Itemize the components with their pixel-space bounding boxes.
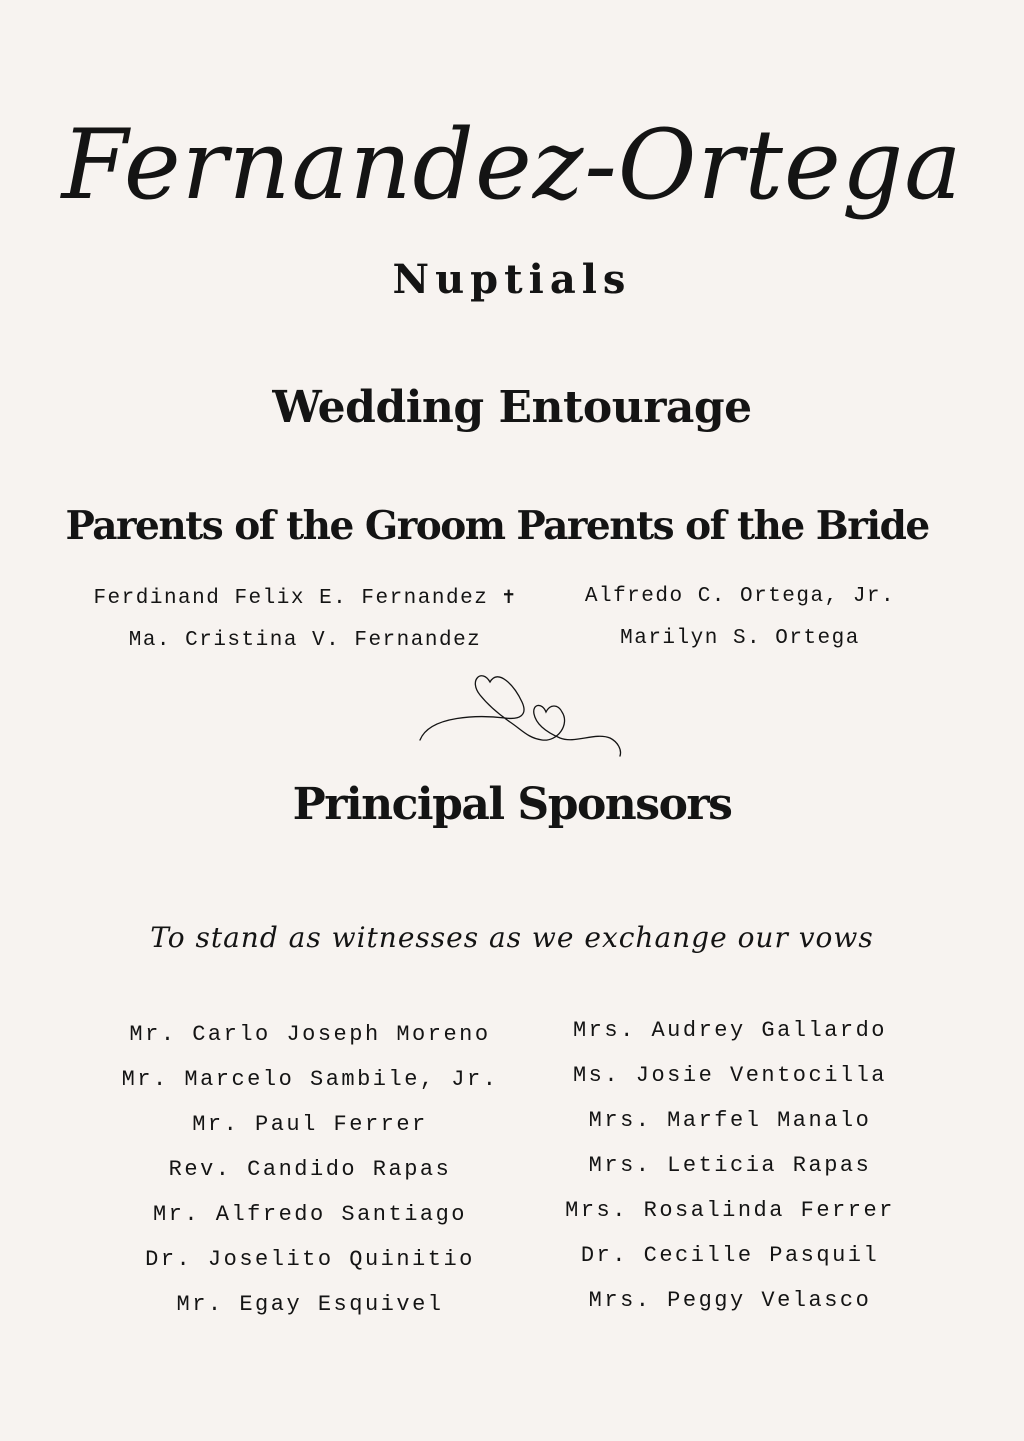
list-item: Mr. Alfredo Santiago [152, 1202, 468, 1227]
list-item: Ms. Josie Ventocilla [572, 1063, 888, 1088]
list-item: Mr. Paul Ferrer [192, 1112, 428, 1137]
list-item: Ferdinand Felix E. Fernandez ✝ [93, 587, 517, 610]
list-item: Ma. Cristina V. Fernandez [128, 629, 482, 652]
list-item: Rev. Candido Rapas [168, 1157, 452, 1182]
sponsors-tagline: To stand as witnesses as we exchange our vows [150, 921, 874, 954]
list-item: Mrs. Marfel Manalo [588, 1108, 872, 1133]
list-item: Mrs. Rosalinda Ferrer [565, 1198, 895, 1223]
groom-parents-list [60, 578, 550, 662]
list-item: Mr. Marcelo Sambile, Jr. [121, 1067, 499, 1092]
nuptials-subtitle: Nuptials [392, 256, 632, 303]
list-item: Mr. Egay Esquivel [176, 1292, 444, 1317]
list-item: Mr. Carlo Joseph Moreno [129, 1022, 491, 1047]
list-item: Mrs. Leticia Rapas [588, 1153, 872, 1178]
principal-sponsors-title: Principal Sponsors [292, 779, 732, 830]
list-item: Mrs. Peggy Velasco [588, 1288, 872, 1313]
list-item: Mrs. Audrey Gallardo [572, 1018, 888, 1043]
wedding-entourage-title: Wedding Entourage [272, 382, 752, 433]
list-item: Alfredo C. Ortega, Jr. [584, 585, 896, 608]
parents-of-bride-heading: Parents of the Bride [516, 503, 929, 549]
hearts-flourish-icon [410, 660, 630, 770]
bride-parents-list [520, 576, 960, 660]
sponsors-right-list [520, 1008, 940, 1323]
couple-title: Fernandez-Ortega [61, 109, 963, 221]
parents-of-groom-heading: Parents of the Groom [65, 503, 505, 549]
list-item: Dr. Cecille Pasquil [580, 1243, 880, 1268]
sponsors-left-list [110, 1012, 510, 1327]
list-item: Marilyn S. Ortega [620, 627, 860, 650]
list-item: Dr. Joselito Quinitio [145, 1247, 475, 1272]
